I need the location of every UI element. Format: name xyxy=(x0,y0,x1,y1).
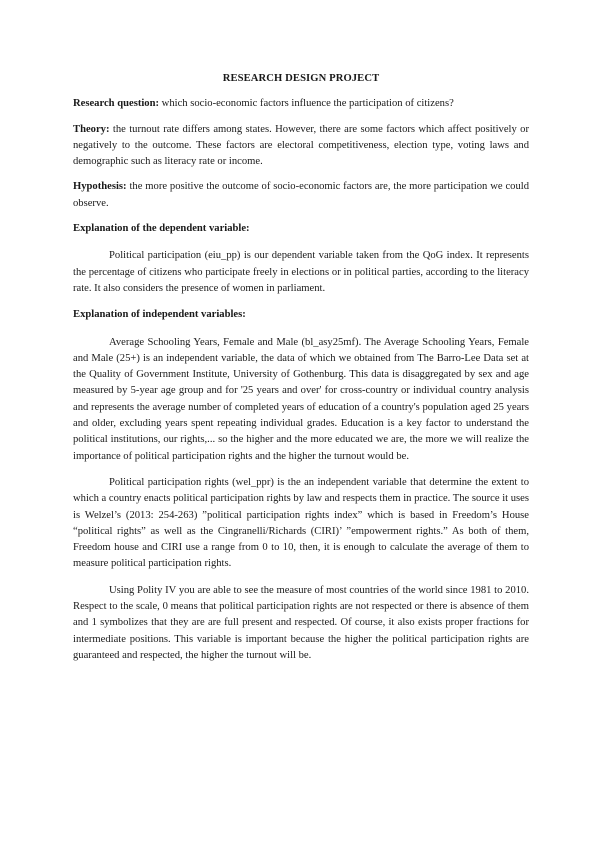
schooling-years-paragraph: Average Schooling Years, Female and Male (bl_asy25mf). The Average Schooling Years, Female and Male (25+) is an independent variable, the data of which we obtained from The Barro-Lee Data set at the Quality of Government Institute, University of Gothenburg. This data is disaggregated by sex and age measured by 5-year age group and for '25 years and over' for cross-country or individual country analysis and represents the average number of completed years of education of a country's population aged 25 years and older, excluding years spent repeating individual grades. Education is a key factor to understand the political institutions, our rights,... so the higher and the more educated we are, the more we will realize the importance of political participation rights and the higher the turnout would be. xyxy=(73,336,529,462)
document-page xyxy=(73,71,529,674)
participation-rights-paragraph: Political participation rights (wel_ppr) is the an independent variable that determine the extent to which a country enacts political participation rights by law and respects them in practice. The source it uses is Welzel’s (2013: 254-263) ”political participation rights index” which is based in Freedom’s House “political rights” as well as the Cingranelli/Richards (CIRI)’ ”empowerment rights.” As both of them, Freedom house and CIRI use a range from 0 to 10, then, it is enough to calculate the average of them to measure political participation rights. xyxy=(73,476,529,570)
independent-variables-heading: Explanation of independent variables: xyxy=(73,309,246,321)
research-question-text: which socio-economic factors influence the participation of citizens? xyxy=(159,98,454,110)
hypothesis-label: Hypothesis: xyxy=(73,181,127,193)
research-question xyxy=(73,96,529,112)
polity-iv-paragraph: Using Polity IV you are able to see the measure of most countries of the world since 1981 to 2010. Respect to the scale, 0 means that political participation rights are not respected or there is absence of them and 1 symbolizes that they are are full present and respected. Of course, it also exists proper fractions for intermediate positions. This variable is important because the higher the political participation rights are guaranteed and respected, the higher the turnout will be. xyxy=(73,584,529,661)
theory xyxy=(73,122,529,171)
hypothesis xyxy=(73,179,529,212)
dependent-variable-heading: Explanation of the dependent variable: xyxy=(73,223,250,235)
theory-label: Theory: xyxy=(73,123,110,135)
theory-text: the turnout rate differs among states. However, there are some factors which affect positively or negatively to the outcome. These factors are electoral competitiveness, election type, voting laws and demographic such as literacy rate or income. xyxy=(73,123,529,168)
hypothesis-text: the more positive the outcome of socio-economic factors are, the more participation we could observe. xyxy=(73,181,529,209)
research-question-label: Research question: xyxy=(73,98,160,110)
dependent-variable-paragraph: Political participation (eiu_pp) is our dependent variable taken from the QoG index. It represents the percentage of citizens who participate freely in elections or in political parties, according to the literacy rate. It also considers the presence of women in parliament. xyxy=(73,250,529,294)
document-title: RESEARCH DESIGN PROJECT xyxy=(222,73,380,84)
